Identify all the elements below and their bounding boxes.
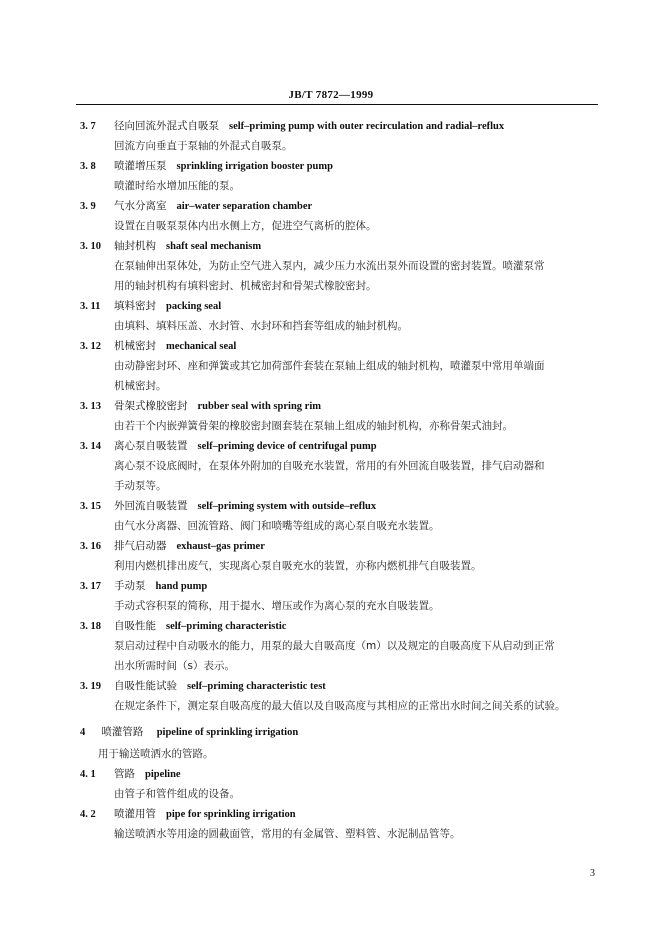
term-number: 3. 10	[80, 241, 101, 252]
term-zh: 喷灌增压泵	[114, 160, 167, 172]
term-zh: 轴封机构	[114, 240, 156, 252]
term-heading	[80, 496, 600, 516]
term-number: 3. 16	[80, 541, 101, 552]
term-number: 3. 18	[80, 621, 101, 632]
term-en: self–priming system with outside–reflux	[197, 501, 377, 512]
term-en: air–water separation chamber	[176, 201, 313, 212]
term-definition-line: 用的轴封机构有填料密封、机械密封和骨架式橡胶密封。	[114, 280, 377, 292]
term-definition-line: 在规定条件下，测定泵自吸高度的最大值以及自吸高度与其相应的正常出水时间之间关系的试验。	[114, 700, 566, 712]
term-zh: 径向回流外混式自吸泵	[114, 120, 219, 132]
term-definition-line: 利用内燃机排出废气，实现离心泵自吸充水的装置，亦称内燃机排气自吸装置。	[114, 560, 482, 572]
term-zh: 喷灌用管	[114, 808, 156, 820]
term-definition-line: 输送喷洒水等用途的圆截面管，常用的有金属管、塑料管、水泥制品管等。	[114, 828, 461, 840]
term-heading	[80, 196, 600, 216]
term-en: self–priming pump with outer recirculation and radial–reflux	[229, 121, 505, 132]
term-zh: 排气启动器	[114, 540, 167, 552]
term-heading	[80, 156, 600, 176]
term-definition-line: 由动静密封环、座和弹簧或其它加荷部件套装在泵轴上组成的轴封机构，喷灌泵中常用单端面	[114, 360, 545, 372]
term-en: mechanical seal	[166, 341, 237, 352]
term-en: rubber seal with spring rim	[197, 401, 321, 412]
header-rule	[76, 104, 598, 105]
term-number: 3. 19	[80, 681, 101, 692]
chapter-title-zh: 喷灌管路	[101, 726, 144, 738]
term-en: sprinkling irrigation booster pump	[176, 161, 333, 172]
term-number: 3. 11	[80, 301, 101, 312]
standard-code-header: JB/T 7872—1999	[288, 89, 374, 101]
term-number: 3. 17	[80, 581, 101, 592]
term-heading	[80, 296, 600, 316]
term-heading	[80, 116, 600, 136]
term-zh: 自吸性能试验	[114, 680, 177, 692]
term-definition-line: 回流方向垂直于泵轴的外混式自吸泵。	[114, 140, 293, 152]
term-heading	[80, 616, 600, 636]
term-definition-line: 离心泵不设底阀时，在泵体外附加的自吸充水装置，常用的有外回流自吸装置，排气启动器和	[114, 460, 545, 472]
chapter-number: 4	[80, 727, 86, 738]
term-definition-line: 机械密封。	[114, 380, 167, 392]
chapter-title-en: pipeline of sprinkling irrigation	[156, 727, 299, 738]
term-zh: 自吸性能	[114, 620, 156, 632]
term-heading	[80, 764, 600, 784]
term-heading	[80, 336, 600, 356]
term-zh: 管路	[114, 768, 135, 780]
term-en: self–priming device of centrifugal pump	[197, 441, 377, 452]
term-zh: 离心泵自吸装置	[114, 440, 188, 452]
term-zh: 气水分离室	[114, 200, 167, 212]
term-definition-line: 在泵轴伸出泵体处，为防止空气进入泵内，减少压力水流出泵外而设置的密封装置。喷灌泵常	[114, 260, 545, 272]
term-number: 4. 1	[80, 769, 96, 780]
term-en: packing seal	[166, 301, 222, 312]
term-definition-line: 由气水分离器、回流管路、阀门和喷嘴等组成的离心泵自吸充水装置。	[114, 520, 440, 532]
page-number: 3	[590, 868, 595, 879]
chapter-4-definition: 用于输送喷洒水的管路。	[98, 748, 214, 760]
term-en: exhaust–gas primer	[176, 541, 265, 552]
term-number: 3. 15	[80, 501, 101, 512]
term-heading	[80, 676, 600, 696]
terms-content	[80, 116, 600, 844]
term-en: pipeline	[145, 769, 181, 780]
term-number: 4. 2	[80, 809, 96, 820]
term-definition-line: 泵启动过程中自动吸水的能力，用泵的最大自吸高度（m）以及规定的自吸高度下从启动到正常	[114, 640, 555, 652]
term-zh: 手动泵	[114, 580, 146, 592]
term-definition-line: 手动泵等。	[114, 480, 167, 492]
term-en: self–priming characteristic	[166, 621, 287, 632]
term-number: 3. 14	[80, 441, 101, 452]
term-definition-line: 由填料、填料压盖、水封管、水封环和挡套等组成的轴封机构。	[114, 320, 408, 332]
term-zh: 机械密封	[114, 340, 156, 352]
term-heading	[80, 436, 600, 456]
term-number: 3. 12	[80, 341, 101, 352]
term-number: 3. 8	[80, 161, 96, 172]
term-heading	[80, 804, 600, 824]
term-en: hand pump	[155, 581, 208, 592]
term-definition-line: 由管子和管件组成的设备。	[114, 788, 240, 800]
term-definition-line: 喷灌时给水增加压能的泵。	[114, 180, 240, 192]
term-zh: 填料密封	[114, 300, 156, 312]
chapter-4-heading	[80, 722, 600, 742]
term-heading	[80, 576, 600, 596]
term-zh: 外回流自吸装置	[114, 500, 188, 512]
term-number: 3. 9	[80, 201, 96, 212]
term-number: 3. 13	[80, 401, 101, 412]
term-en: pipe for sprinkling irrigation	[166, 809, 296, 820]
term-heading	[80, 396, 600, 416]
term-heading	[80, 236, 600, 256]
term-definition-line: 出水所需时间（s）表示。	[114, 660, 235, 672]
term-definition-line: 设置在自吸泵泵体内出水侧上方，促进空气离析的腔体。	[114, 220, 377, 232]
term-heading	[80, 536, 600, 556]
term-en: self–priming characteristic test	[187, 681, 326, 692]
term-definition-line: 手动式容积泵的简称，用于提水、增压或作为离心泵的充水自吸装置。	[114, 600, 440, 612]
terms-list	[80, 116, 600, 716]
term-definition-line: 由若干个内嵌弹簧骨架的橡胶密封圈套装在泵轴上组成的轴封机构，亦称骨架式油封。	[114, 420, 513, 432]
term-en: shaft seal mechanism	[166, 241, 262, 252]
term-zh: 骨架式橡胶密封	[114, 400, 188, 412]
terms4-list	[80, 764, 600, 844]
term-number: 3. 7	[80, 121, 96, 132]
